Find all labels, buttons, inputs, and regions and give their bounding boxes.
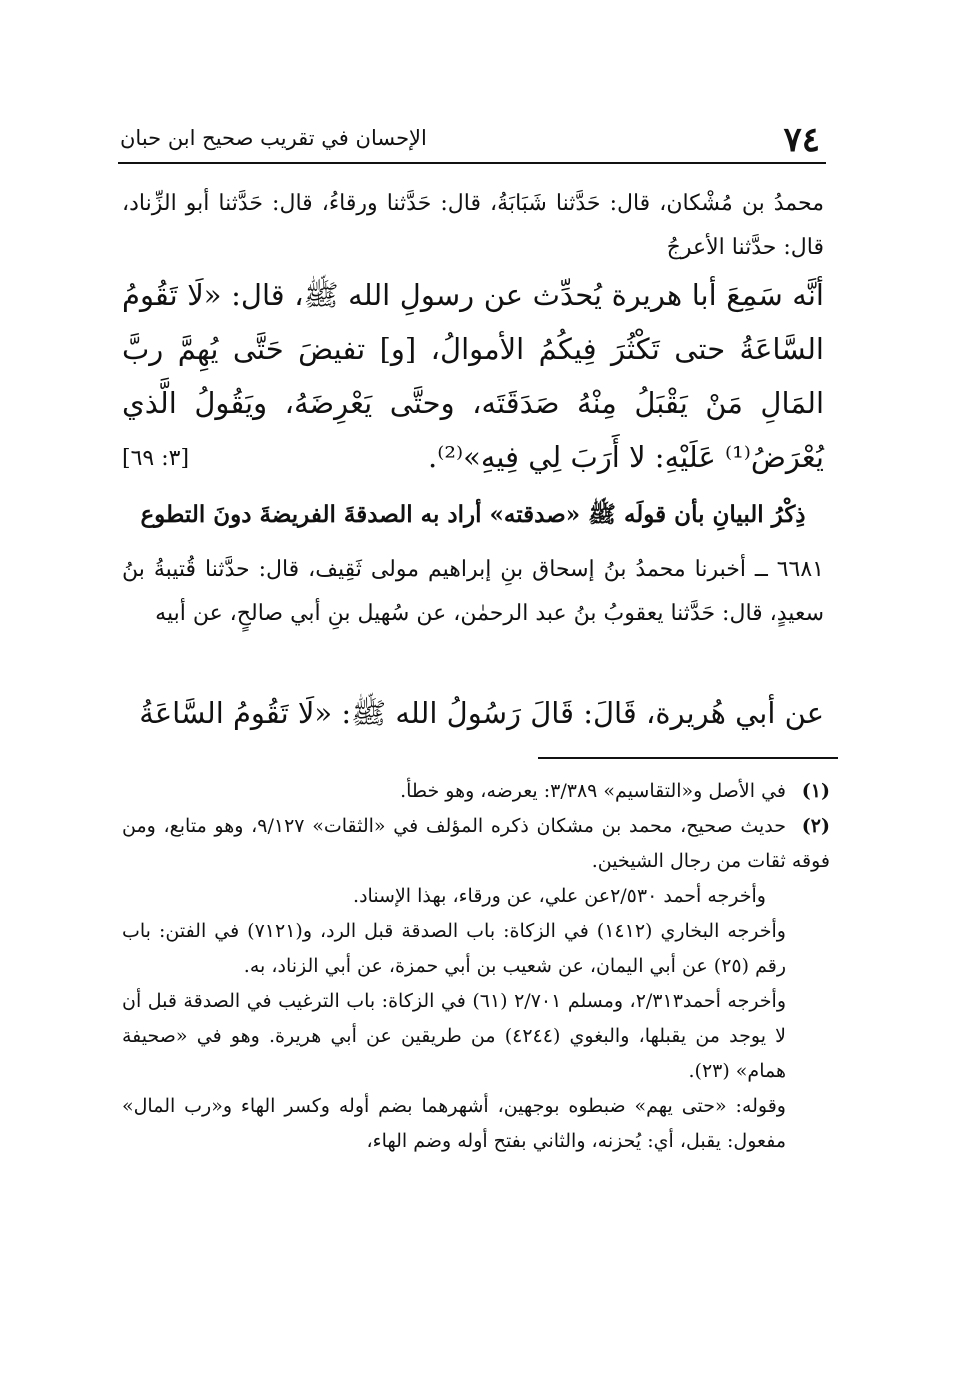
footnotes [122,774,830,1159]
footnote-2-paragraph: وأخرجه أحمد٢/٣١٣، ومسلم ٢/٧٠١ (٦١) في الزكاة: باب الترغيب في الصدقة قبل أن لا يوجد من يقبلها، والبغوي (٤٢٤٤) من طريقين عن أبي هريرة. وهو في «صحيفة همام» (٢٣). [122,990,787,1082]
isnad-chain-1: محمدُ بن مُشْكان، قال: حَدَّثنا شَبَابَةُ، قال: حَدَّثنا ورقاءُ، قال: حَدَّثنا أبو الزِّناد، قال: حدَّثنا الأعرجُ [122,191,824,260]
footnote-separator [538,757,838,759]
isnad-chain-2: ٦٦٨١ ــ أخبرنا محمدُ بنُ إسحاق بنِ إبراهيم مولى ثَقِيف، قال: حدَّثنا قُتيبةُ بنُ سعيدٍ، قال: حَدَّثنا يعقوبُ بنُ عبد الرحمٰن، عن سُهيل بنِ أبي صالحٍ، عن أبيه [122,557,824,626]
hadith-text-2: عن أبي هُريرة، قَالَ: قَالَ رَسُولُ الله ﷺ: «لَا تَقُومُ السَّاعَةُ [139,696,824,730]
reference-tag: [٣: ٦٩] [122,446,190,471]
footnote-marker: (٢) [801,815,830,837]
chapter-heading: ذِكْرُ البيانِ بأن قولَه ﷺ «صدقته» أراد به الصدقةَ الفريضةَ دونَ التطوع [140,501,806,528]
page-number: ٧٤ [783,120,820,160]
page-header [118,112,826,164]
footnote-2-paragraph: وأخرجه البخاري (١٤١٢) في الزكاة: باب الصدقة قبل الرد، و(٧١٢١) في الفتن: باب رقم (٢٥) عن أبي اليمان، عن شعيب بن أبي حمزة، عن أبي الزناد، به. [122,920,786,977]
footnote-text: في الأصل و«التقاسيم» ٣/٣٨٩: يعرضه، وهو خطأ. [400,780,786,802]
running-title: الإحسان في تقريب صحيح ابن حبان [120,126,427,150]
footnote-text: حديث صحيح، محمد بن مشكان ذكره المؤلف في «الثقات» ٩/١٢٧، وهو متابع، ومن فوقه ثقات من رجال الشيخين. [122,815,830,872]
hadith-text-1: أنَّه سَمِعَ أبا هريرة يُحدِّث عن رسولِ الله ﷺ، قال: «لَا تَقُومُ السَّاعَةُ حتى تَكْثُرَ فِيكُمُ الأموالُ، [و] تفيضَ حَتَّى يُهِمَّ ربَّ المَالِ مَنْ يَقْبَلُ مِنْهُ صَدَقَتَه، وحتَّى يَعْرِضَهُ، ويَقُولُ الَّذي يُعْرَضُ⁽¹⁾ عَلَيْهِ: لا أَرَبَ لِي فِيهِ»⁽²⁾. [122,278,824,474]
footnote-marker: (١) [801,780,830,802]
footnote-2-paragraph: وأخرجه أحمد ٢/٥٣٠عن علي، عن ورقاء، بهذا الإسناد. [353,885,766,907]
footnote-1 [122,774,830,809]
footnote-2 [122,809,830,879]
footnote-2-paragraph: وقوله: «حتى يهم» ضبطوه بوجهين، أشهرهما بضم أوله وكسر الهاء و«رب المال» مفعول: يقبل، أي: يُحزنه، والثاني بفتح أوله وضم الهاء، [122,1095,786,1152]
